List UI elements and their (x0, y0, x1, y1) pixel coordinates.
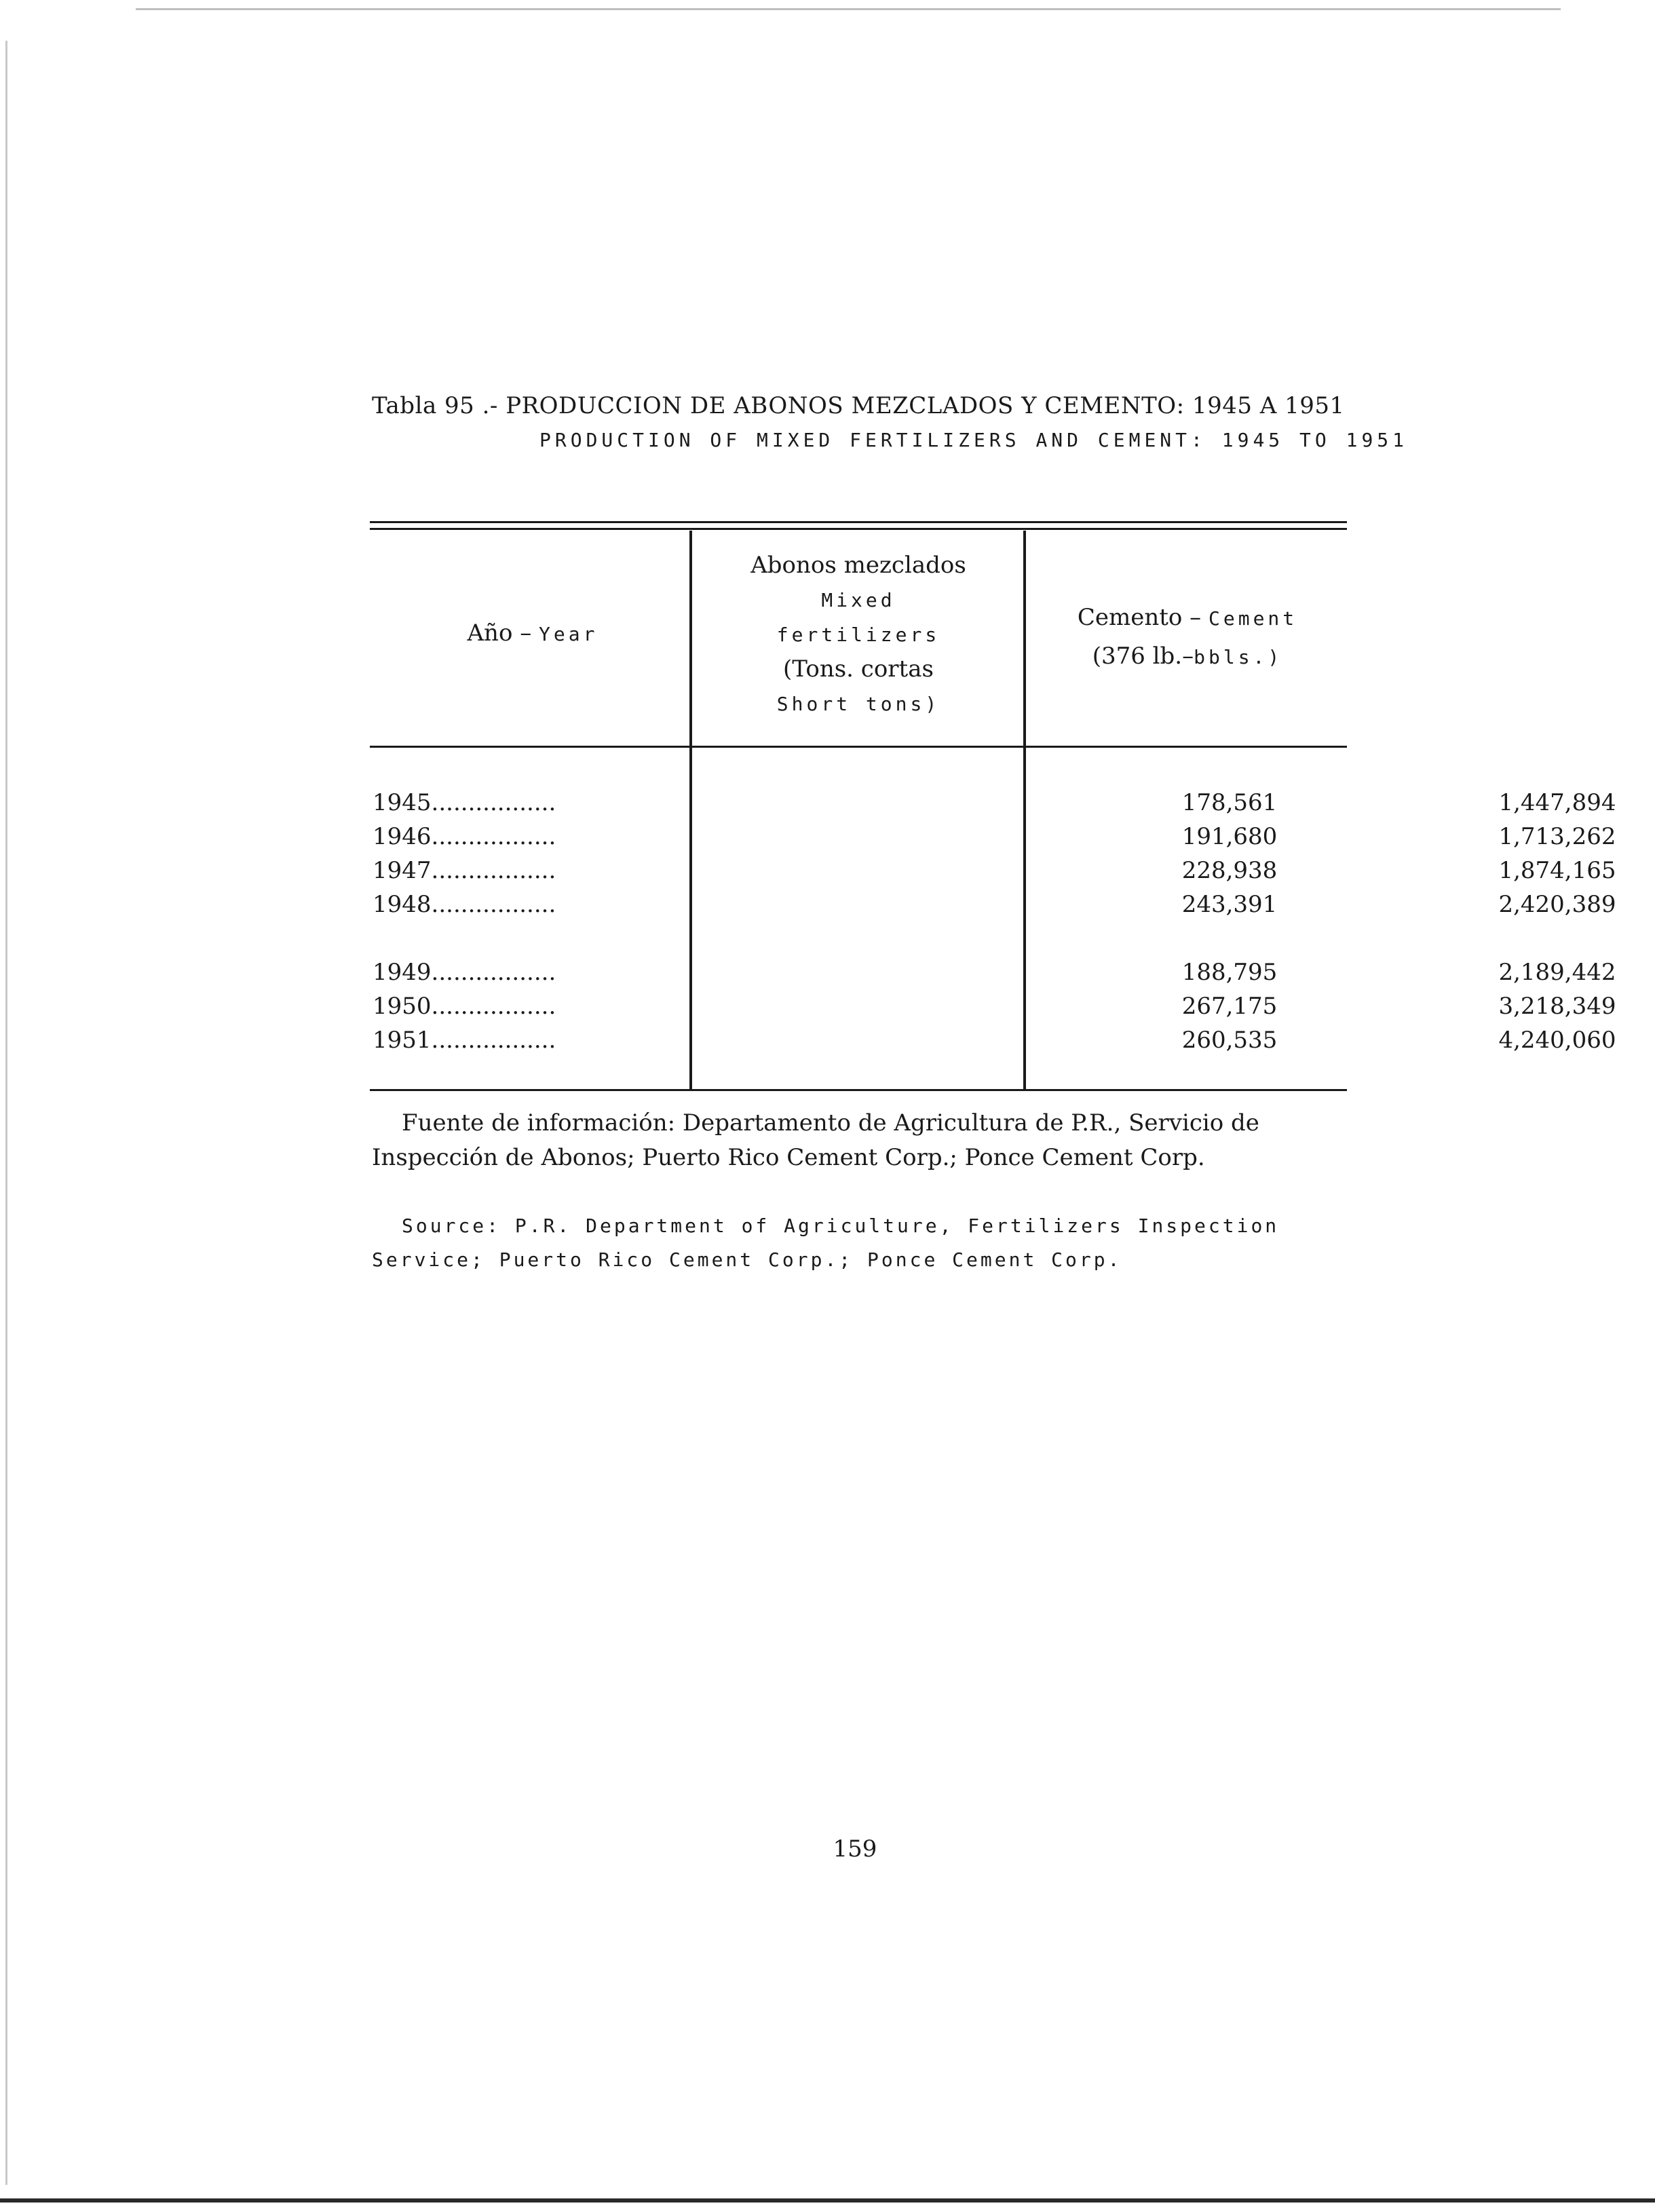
table-title-english: PRODUCTION OF MIXED FERTILIZERS AND CEMENT: 1945 TO 1951 (539, 429, 1409, 451)
table-row: 1948................. 243,391 2,420,389 (370, 891, 1347, 925)
cement-value: 1,713,262 (1498, 823, 1616, 850)
header-fertilizers-es2: (Tons. cortas (783, 655, 934, 683)
page-number: 159 (833, 1835, 877, 1863)
fertilizers-value: 188,795 (1181, 959, 1278, 986)
header-year: Año – Year (467, 619, 598, 647)
table-top-rule-1 (370, 521, 1347, 523)
header-fertilizers-en3: Short tons) (776, 693, 940, 715)
fertilizers-value: 243,391 (1181, 891, 1278, 918)
table-row: 1950................. 267,175 3,218,349 (370, 993, 1347, 1027)
cement-value: 3,218,349 (1498, 993, 1616, 1020)
table-bottom-rule (370, 1089, 1347, 1091)
header-fertilizers (692, 548, 1025, 721)
cement-value: 1,447,894 (1498, 789, 1616, 816)
table-row: 1945................. 178,561 1,447,894 (370, 789, 1347, 823)
table-title-spanish: Tabla 95 .- PRODUCCION DE ABONOS MEZCLADOS Y CEMENTO: 1945 A 1951 (372, 392, 1345, 419)
fertilizers-value: 228,938 (1181, 857, 1278, 884)
table-top-rule-2 (370, 528, 1347, 530)
page-edge-top (136, 8, 1561, 10)
cement-value: 2,189,442 (1498, 959, 1616, 986)
header-fertilizers-en2: fertilizers (776, 624, 940, 646)
cement-value: 1,874,165 (1498, 857, 1616, 884)
page-edge-bottom (0, 2198, 1655, 2203)
cement-value: 2,420,389 (1498, 891, 1616, 918)
header-cement: Cemento – Cement (376 lb.–bbls.) (1077, 604, 1298, 670)
fertilizers-value: 178,561 (1181, 789, 1278, 816)
fertilizers-value: 267,175 (1181, 993, 1278, 1020)
source-note-spanish: Fuente de información: Departamento de Agricultura de P.R., Servicio de Inspección de Abonos; Puerto Rico Cement Corp.; Ponce Cement Corp. (372, 1109, 1259, 1171)
header-fertilizers-es1: Abonos mezclados (750, 552, 966, 579)
fertilizers-value: 260,535 (1181, 1027, 1278, 1054)
table-row: 1947................. 228,938 1,874,165 (370, 857, 1347, 891)
header-fertilizers-en1: Mixed (821, 589, 896, 611)
source-note-english: Source: P.R. Department of Agriculture, Fertilizers Inspection Service; Puerto Rico Cement Corp.; Ponce Cement Corp. (372, 1215, 1280, 1271)
header-bottom-rule (370, 746, 1347, 748)
table-row: 1946................. 191,680 1,713,262 (370, 823, 1347, 857)
table-row: 1949................. 188,795 2,189,442 (370, 959, 1347, 993)
fertilizers-value: 191,680 (1181, 823, 1278, 850)
page-edge-left (5, 41, 7, 2185)
table-row: 1951................. 260,535 4,240,060 (370, 1027, 1347, 1061)
cement-value: 4,240,060 (1498, 1027, 1616, 1054)
